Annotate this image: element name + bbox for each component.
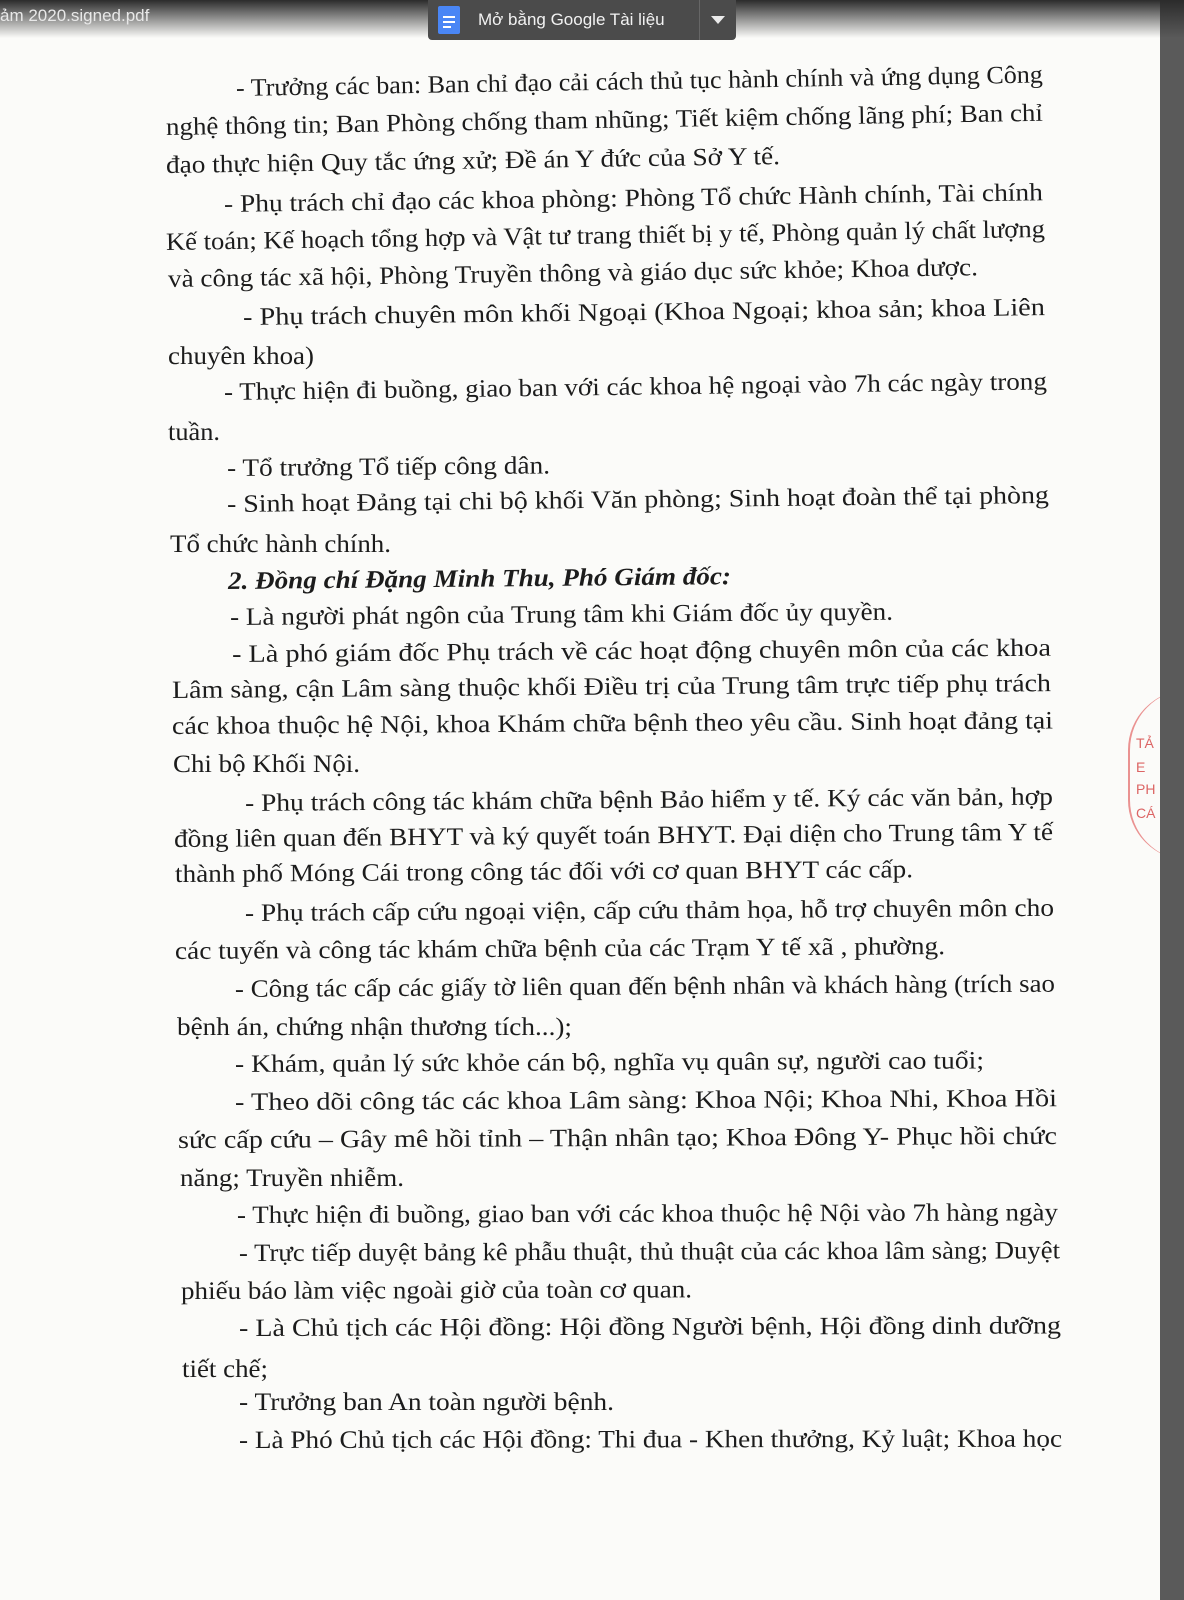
stamp-text: CÁ: [1136, 805, 1156, 821]
document-line: - Sinh hoạt Đảng tại chi bộ khối Văn phòng; Sinh hoạt đoàn thể tại phòng: [226, 482, 1050, 518]
stamp-text: E: [1136, 759, 1146, 775]
document-line: - Theo dõi công tác các khoa Lâm sàng: Khoa Nội; Khoa Nhi, Khoa Hồi: [234, 1085, 1058, 1116]
document-line: - Trực tiếp duyệt bảng kê phẫu thuật, thủ thuật của các khoa lâm sàng; Duyệt: [238, 1237, 1061, 1267]
document-line: thành phố Móng Cái trong công tác đối với cơ quan BHYT các cấp.: [174, 856, 914, 888]
document-line: - Khám, quản lý sức khỏe cán bộ, nghĩa vụ quân sự, người cao tuổi;: [234, 1047, 985, 1078]
document-line: - Công tác cấp các giấy tờ liên quan đến bệnh nhân và khách hàng (trích sao: [234, 970, 1056, 1003]
open-with-label: Mở bằng Google Tài liệu: [478, 10, 665, 29]
document-line: - Phụ trách chuyên môn khối Ngoại (Khoa Ngoại; khoa sản; khoa Liên: [242, 294, 1046, 331]
document-line: bệnh án, chứng nhận thương tích...);: [177, 1014, 572, 1041]
document-line: các khoa thuộc hệ Nội, khoa Khám chữa bệnh theo yêu cầu. Sinh hoạt đảng tại: [171, 707, 1054, 740]
document-line: đồng liên quan đến BHYT và ký quyết toán BHYT. Đại diện cho Trung tâm Y tế: [173, 818, 1054, 853]
open-with-dropdown-button[interactable]: [700, 0, 736, 40]
document-line: các tuyến và công tác khám chữa bệnh của các Trạm Y tế xã , phường.: [174, 933, 946, 965]
document-line: - Trưởng các ban: Ban chỉ đạo cải cách thủ tục hành chính và ứng dụng Công: [235, 61, 1044, 102]
document-line: - Là người phát ngôn của Trung tâm khi Giám đốc ủy quyền.: [229, 598, 894, 631]
document-line: phiếu báo làm việc ngoài giờ của toàn cơ quan.: [180, 1276, 693, 1305]
viewer-scrollbar[interactable]: [1160, 0, 1184, 1600]
document-line: Lâm sàng, cận Lâm sàng thuộc khối Điều trị của Trung tâm trực tiếp phụ trách: [171, 670, 1052, 704]
document-line: Tổ chức hành chính.: [170, 531, 391, 558]
stamp-text: PH: [1136, 781, 1156, 797]
document-line: tuần.: [168, 419, 220, 446]
document-line: - Là phó giám đốc Phụ trách về các hoạt động chuyên môn của các khoa: [231, 634, 1052, 668]
document-line: - Tổ trưởng Tổ tiếp công dân.: [226, 452, 551, 482]
document-line: chuyên khoa): [168, 343, 315, 370]
document-line: và công tác xã hội, Phòng Truyền thông và giáo dục sức khỏe; Khoa dược.: [167, 254, 979, 293]
stamp-text: TẢ: [1136, 735, 1154, 751]
document-line: - Thực hiện đi buồng, giao ban với các khoa hệ ngoại vào 7h các ngày trong: [223, 368, 1048, 406]
document-line: - Là Phó Chủ tịch các Hội đồng: Thi đua - Khen thưởng, Kỷ luật; Khoa học: [238, 1425, 1063, 1454]
document-line: Kế toán; Kế hoạch tổng hợp và Vật tư trang thiết bị y tế, Phòng quản lý chất lượng: [165, 216, 1046, 256]
google-docs-icon: [438, 6, 460, 34]
chevron-down-icon: [711, 16, 725, 24]
document-line: sức cấp cứu – Gây mê hồi tỉnh – Thận nhân tạo; Khoa Đông Y- Phục hồi chức: [177, 1122, 1058, 1154]
section-heading: 2. Đồng chí Đặng Minh Thu, Phó Giám đốc:: [227, 563, 732, 595]
file-name: ảm 2020.signed.pdf: [0, 6, 150, 25]
document-line: đạo thực hiện Quy tắc ứng xử; Đề án Y đức của Sở Y tế.: [165, 143, 781, 179]
document-line: - Phụ trách chỉ đạo các khoa phòng: Phòng Tổ chức Hành chính, Tài chính: [223, 179, 1044, 218]
document-line: - Trưởng ban An toàn người bệnh.: [239, 1389, 615, 1416]
document-line: - Thực hiện đi buồng, giao ban với các khoa thuộc hệ Nội vào 7h hàng ngày: [236, 1199, 1059, 1229]
document-line: - Là Chủ tịch các Hội đồng: Hội đồng Người bệnh, Hội đồng dinh dưỡng: [238, 1312, 1062, 1342]
document-line: Chi bộ Khối Nội.: [173, 751, 360, 778]
document-line: - Phụ trách công tác khám chữa bệnh Bảo hiểm y tế. Ký các văn bản, hợp: [244, 783, 1054, 817]
open-with-google-docs-button[interactable]: [428, 0, 736, 40]
document-line: tiết chế;: [182, 1356, 268, 1383]
document-line: nghệ thông tin; Ban Phòng chống tham nhũng; Tiết kiệm chống lãng phí; Ban chỉ: [165, 99, 1044, 141]
document-line: - Phụ trách cấp cứu ngoại viện, cấp cứu thảm họa, hỗ trợ chuyên môn cho: [244, 894, 1055, 927]
document-line: năng; Truyền nhiễm.: [180, 1165, 404, 1192]
